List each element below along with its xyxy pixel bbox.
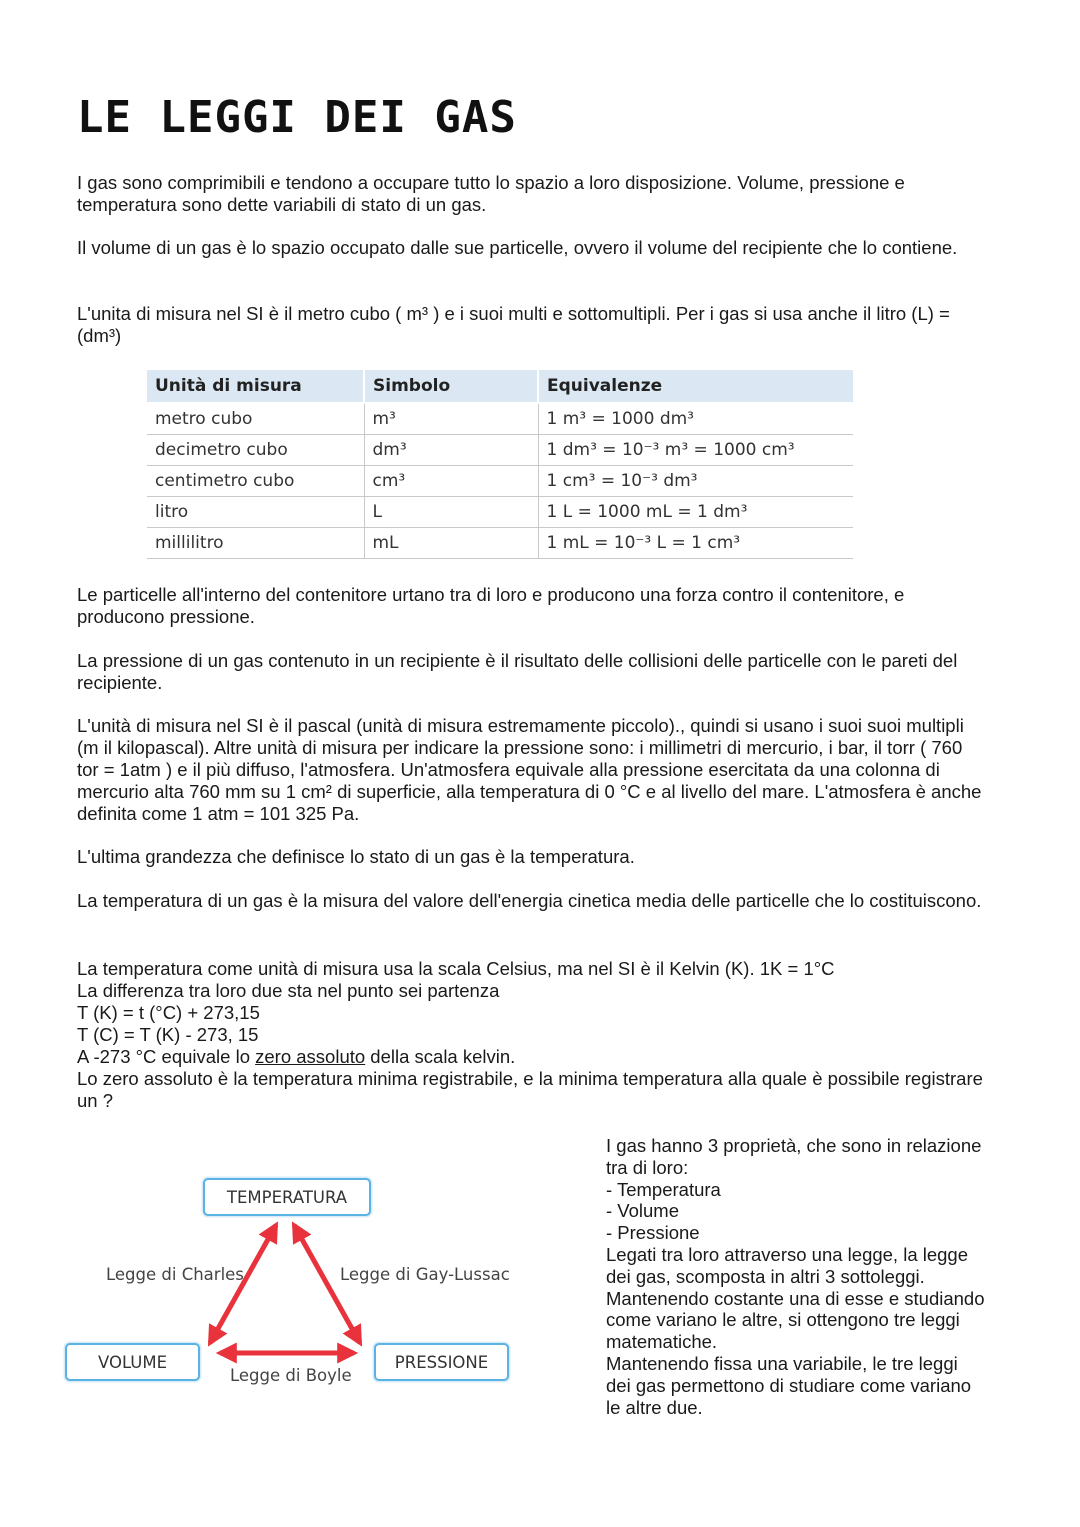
scale-line: La temperatura come unità di misura usa la scala Celsius, ma nel SI è il Kelvin (K). 1K = 1°C — [77, 958, 835, 979]
temperature-definition: La temperatura di un gas è la misura del valore dell'energia cinetica media delle particelle che lo costituiscono. — [77, 890, 982, 911]
table-row — [147, 528, 853, 559]
intro-paragraph: I gas sono comprimibili e tendono a occupare tutto lo spazio a loro disposizione. Volume, pressione e temperatura sono dette variabili di stato di un gas. — [77, 172, 905, 215]
charles-label: Legge di Charles — [106, 1265, 244, 1284]
pressure-paragraph: La pressione di un gas contenuto in un recipiente è il risultato delle collisioni delle particelle con le pareti del recipiente. — [77, 650, 958, 693]
side-line: - Temperatura — [606, 1178, 721, 1200]
pressione-box: PRESSIONE — [374, 1343, 509, 1381]
cell-symbol: cm³ — [364, 466, 538, 497]
table-row — [147, 497, 853, 528]
cell-unit: centimetro cubo — [147, 466, 364, 497]
temperature-intro: L'ultima grandezza che definisce lo stato di un gas è la temperatura. — [77, 846, 635, 867]
header-simbolo: Simbolo — [364, 370, 538, 403]
cell-equivalence: 1 cm³ = 10⁻³ dm³ — [538, 466, 853, 497]
cell-equivalence: 1 L = 1000 mL = 1 dm³ — [538, 497, 853, 528]
table-header-row — [147, 370, 853, 403]
gay-lussac-label: Legge di Gay-Lussac — [340, 1265, 510, 1284]
table-row — [147, 466, 853, 497]
unit-paragraph: L'unita di misura nel SI è il metro cubo ( m³ ) e i suoi multi e sottomultipli. Per i gas si usa anche il litro (L) = (dm³) — [77, 303, 950, 346]
gay-lussac-arrow — [294, 1225, 360, 1343]
cell-unit: metro cubo — [147, 403, 364, 435]
cell-equivalence: 1 mL = 10⁻³ L = 1 cm³ — [538, 528, 853, 559]
volume-box: VOLUME — [65, 1343, 200, 1381]
gas-properties-text — [606, 1135, 986, 1418]
absolute-zero-line: A -273 °C equivale lo zero assoluto della scala kelvin. — [77, 1046, 516, 1067]
temperature-scale-block — [77, 958, 987, 1112]
side-line: Legati tra loro attraverso una legge, la legge dei gas, scomposta in altri 3 sottoleggi. Mantenendo costante una di esse e studiando come variano le altre, si ottengono tre leggi matematiche. — [606, 1243, 985, 1353]
side-line: Mantenendo fissa una variabile, le tre leggi dei gas permettono di studiare come variano le altre due. — [606, 1352, 972, 1418]
side-line: - Pressione — [606, 1222, 700, 1244]
cell-unit: millilitro — [147, 528, 364, 559]
header-equivalenze: Equivalenze — [538, 370, 853, 403]
page-title: LE LEGGI DEI GAS — [77, 92, 517, 143]
table-row — [147, 403, 853, 435]
boyle-label: Legge di Boyle — [230, 1366, 352, 1385]
cell-equivalence: 1 m³ = 1000 dm³ — [538, 403, 853, 435]
table-row — [147, 435, 853, 466]
cell-equivalence: 1 dm³ = 10⁻³ m³ = 1000 cm³ — [538, 435, 853, 466]
temperatura-box: TEMPERATURA — [203, 1178, 371, 1216]
formula-celsius: T (C) = T (K) - 273, 15 — [77, 1024, 259, 1045]
header-unita: Unità di misura — [147, 370, 364, 403]
cell-symbol: m³ — [364, 403, 538, 435]
side-line: I gas hanno 3 proprietà, che sono in relazione tra di loro: — [606, 1135, 982, 1178]
absolute-zero-definition: Lo zero assoluto è la temperatura minima registrabile, e la minima temperatura alla quale è possibile registrare un ? — [77, 1068, 983, 1111]
gas-laws-diagram — [60, 1165, 520, 1405]
particles-paragraph: Le particelle all'interno del contenitore urtano tra di loro e producono una forza contro il contenitore, e producono pressione. — [77, 584, 905, 627]
units-table — [147, 370, 853, 559]
cell-symbol: dm³ — [364, 435, 538, 466]
cell-symbol: mL — [364, 528, 538, 559]
zero-assoluto-link[interactable]: zero assoluto — [255, 1046, 366, 1067]
cell-unit: decimetro cubo — [147, 435, 364, 466]
side-line: - Volume — [606, 1200, 680, 1222]
scale-line: La differenza tra loro due sta nel punto sei partenza — [77, 980, 500, 1001]
pascal-paragraph: L'unità di misura nel SI è il pascal (unità di misura estremamente piccolo)., quindi si usano i suoi suoi multipli (m il kilopascal). Altre unità di misura per indicare la pressione sono: i millimetri di mercurio, i bar, il torr ( 760 tor = 1atm ) e il più diffuso, l'atmosfera. Un'atmosfera equivale alla pressione esercitata da una colonna di mercurio alta 760 mm su 1 cm² di superficie, alla temperatura di 0 °C e al livello del mare. L'atmosfera è anche definita come 1 atm = 101 325 Pa. — [77, 715, 982, 824]
formula-kelvin: T (K) = t (°C) + 273,15 — [77, 1002, 260, 1023]
cell-unit: litro — [147, 497, 364, 528]
volume-paragraph: Il volume di un gas è lo spazio occupato dalle sue particelle, ovvero il volume del recipiente che lo contiene. — [77, 237, 958, 258]
cell-symbol: L — [364, 497, 538, 528]
charles-arrow — [210, 1225, 276, 1343]
